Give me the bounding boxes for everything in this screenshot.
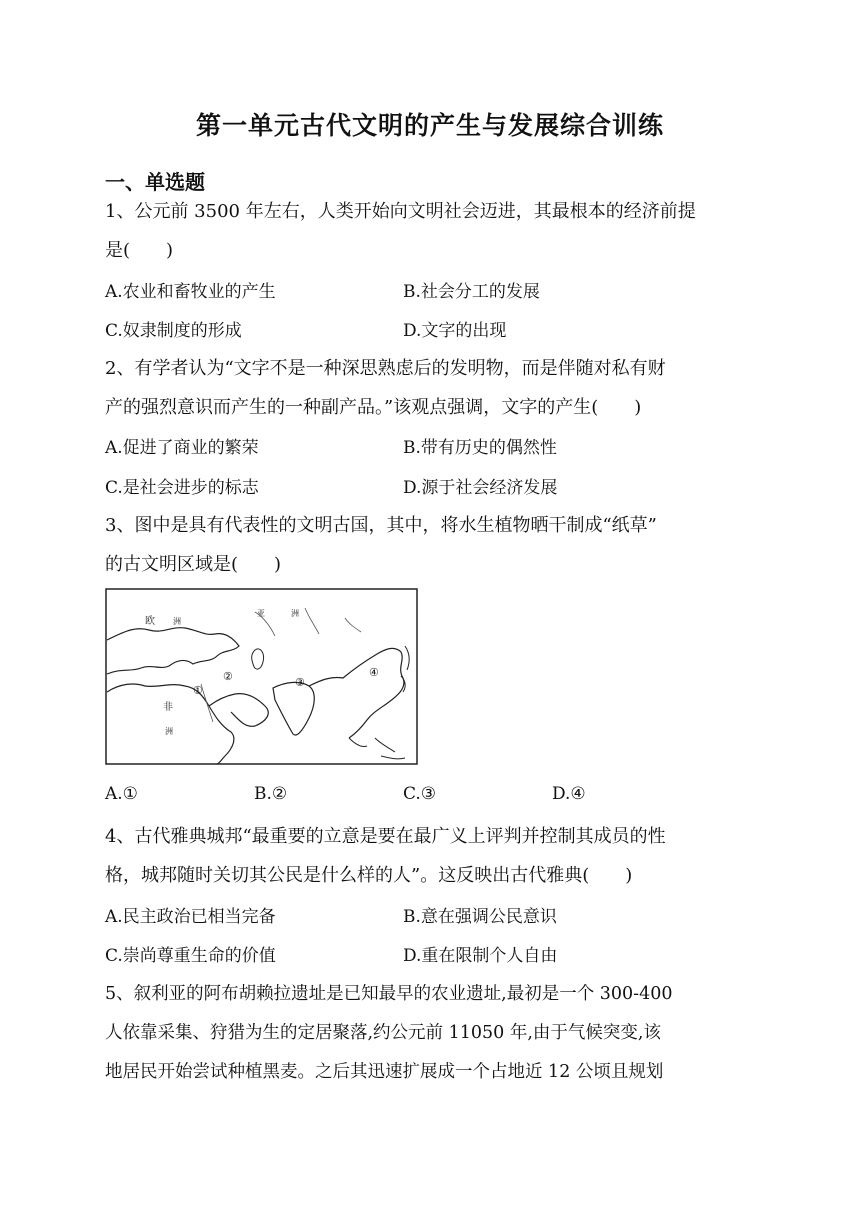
question-4-text: 4、古代雅典城邦“最重要的立意是要在最广义上评判并控制其成员的性 [105, 826, 666, 847]
q4-option-d[interactable]: D.重在限制个人自由 [403, 946, 558, 966]
q3-option-c[interactable]: C.③ [403, 784, 437, 804]
q3-option-d[interactable]: D.④ [552, 784, 586, 804]
map-marker-2: ② [223, 670, 233, 683]
q1-option-a[interactable]: A.农业和畜牧业的产生 [105, 282, 276, 302]
map-label-fei: 非 [163, 702, 173, 713]
map-marker-1: ① [193, 684, 203, 697]
question-1-text-cont: 是( ) [105, 240, 174, 261]
q1-option-d[interactable]: D.文字的出现 [403, 321, 507, 341]
map-label-zhou2: 洲 [291, 609, 299, 618]
map-label-ou: 欧 [145, 616, 155, 627]
section-heading: 一、单选题 [105, 170, 205, 194]
question-3-text: 3、图中是具有代表性的文明古国，其中，将水生植物晒干制成“纸草” [105, 515, 657, 536]
q4-option-b[interactable]: B.意在强调公民意识 [403, 907, 557, 927]
question-2-text-cont: 产的强烈意识而产生的一种副产品。”该观点强调，文字的产生( ) [105, 397, 642, 418]
map-marker-3: ③ [295, 676, 305, 689]
question-3-text-cont: 的古文明区域是( ) [105, 554, 282, 575]
map-marker-4: ④ [369, 666, 379, 679]
q3-option-a[interactable]: A.① [105, 784, 138, 804]
q4-option-a[interactable]: A.民主政治已相当完备 [105, 907, 276, 927]
q1-option-b[interactable]: B.社会分工的发展 [403, 282, 540, 302]
question-4-text-cont: 格，城邦随时关切其公民是什么样的人”。这反映出古代雅典( ) [105, 865, 633, 886]
q2-option-b[interactable]: B.带有历史的偶然性 [403, 438, 557, 458]
page-title: 第一单元古代文明的产生与发展综合训练 [195, 111, 664, 140]
map-label-zhou3: 洲 [165, 727, 173, 736]
map-label-ya: 亚 [257, 609, 265, 618]
ancient-civilizations-map [105, 588, 418, 765]
q2-option-c[interactable]: C.是社会进步的标志 [105, 478, 259, 498]
q2-option-d[interactable]: D.源于社会经济发展 [403, 478, 558, 498]
map-label-zhou1: 洲 [173, 617, 181, 626]
question-1-text: 1、公元前 3500 年左右，人类开始向文明社会迈进，其最根本的经济前提 [105, 201, 696, 222]
q3-option-b[interactable]: B.② [254, 784, 288, 804]
question-5-text-cont1: 人依靠采集、狩猎为生的定居聚落,约公元前 11050 年,由于气候突变,该 [105, 1023, 661, 1043]
q1-option-c[interactable]: C.奴隶制度的形成 [105, 321, 242, 341]
q4-option-c[interactable]: C.崇尚尊重生命的价值 [105, 946, 276, 966]
question-5-text: 5、叙利亚的阿布胡赖拉遗址是已知最早的农业遗址,最初是一个 300-400 [105, 984, 673, 1004]
q2-option-a[interactable]: A.促进了商业的繁荣 [105, 438, 259, 458]
question-2-text: 2、有学者认为“文字不是一种深思熟虑后的发明物，而是伴随对私有财 [105, 358, 666, 379]
question-5-text-cont2: 地居民开始尝试种植黑麦。之后其迅速扩展成一个占地近 12 公顷且规划 [105, 1062, 664, 1082]
